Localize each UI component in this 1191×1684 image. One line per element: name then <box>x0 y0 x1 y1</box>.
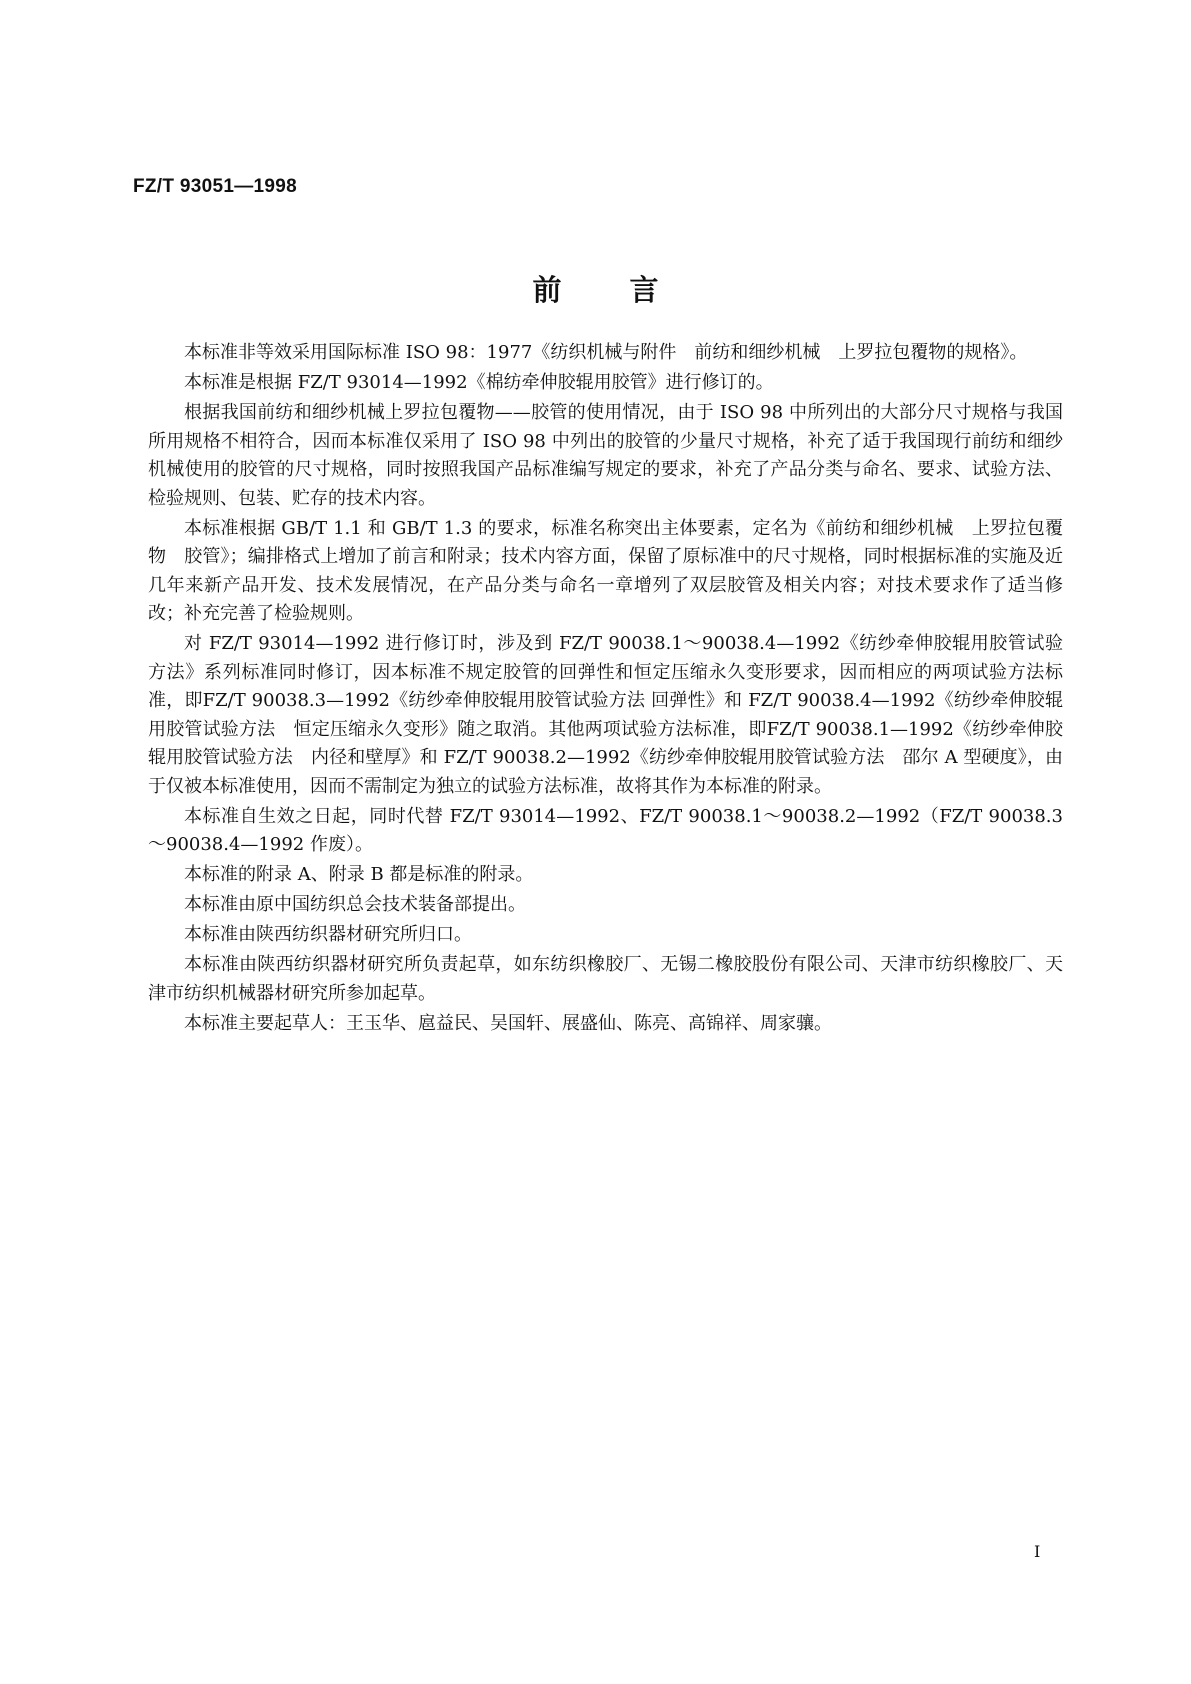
page-number: I <box>1034 1542 1041 1561</box>
paragraph-replacement: 本标准自生效之日起，同时代替 FZ/T 93014—1992、FZ/T 90038.1～90038.2—1992（FZ/T 90038.3～90038.4—1992 作废）。 <box>148 805 1063 855</box>
paragraph-appendices: 本标准的附录 A、附录 B 都是标准的附录。 <box>184 864 534 885</box>
paragraph-drafters: 本标准主要起草人：王玉华、扈益民、吴国轩、展盛仙、陈亮、高锦祥、周家骧。 <box>184 1012 832 1034</box>
paragraph-centralized-unit: 本标准由陕西纺织器材研究所归口。 <box>184 924 472 945</box>
paragraph-revision-basis: 本标准是根据 FZ/T 93014—1992《棉纺牵伸胶辊用胶管》进行修订的。 <box>184 372 774 393</box>
page-title: 前言 <box>532 273 727 307</box>
paragraph-adoption: 本标准非等效采用国际标准 ISO 98：1977《纺织机械与附件 前纺和细纱机械 上罗拉包覆物的规格》。 <box>184 342 1028 363</box>
paragraph-naming-format: 本标准根据 GB/T 1.1 和 GB/T 1.3 的要求，标准名称突出主体要素，定名为《前纺和细纱机械 上罗拉包覆物 胶管》；编排格式上增加了前言和附录；技术内容方面，保留了原标准中的尺寸规格，同时根据标准的实施及近几年来新产品开发、技术发展情况，在产品分类与命名一章增列了双层胶管及相关内容；对技术要求作了适当修改；补充完善了检验规则。 <box>148 517 1063 624</box>
paragraph-test-methods: 对 FZ/T 93014—1992 进行修订时，涉及到 FZ/T 90038.1～90038.4—1992《纺纱牵伸胶辊用胶管试验方法》系列标准同时修订，因本标准不规定胶管的回弹性和恒定压缩永久变形要求，因而相应的两项试验方法标准，即FZ/T 90038.3—1992《纺纱牵伸胶辊用胶管试验方法 回弹性》和 FZ/T 90038.4—1992《纺纱牵伸胶辊用胶管试验方法 恒定压缩永久变形》随之取消。其他两项试验方法标准，即FZ/T 90038.1—1992《纺纱牵伸胶辊用胶管试验方法 内径和壁厚》和 FZ/T 90038.2—1992《纺纱牵伸胶辊用胶管试验方法 邵尔 A 型硬度》，由于仅被本标准使用，因而不需制定为独立的试验方法标准，故将其作为本标准的附录。 <box>148 633 1063 797</box>
paragraph-usage-situation: 根据我国前纺和细纱机械上罗拉包覆物——胶管的使用情况，由于 ISO 98 中所列出的大部分尺寸规格与我国所用规格不相符合，因而本标准仅采用了 ISO 98 中列出的胶管的少量尺寸规格，补充了适于我国现行前纺和细纱机械使用的胶管的尺寸规格，同时按照我国产品标准编写规定的要求，补充了产品分类与命名、要求、试验方法、检验规则、包装、贮存的技术内容。 <box>148 402 1063 509</box>
paragraph-drafting-units: 本标准由陕西纺织器材研究所负责起草，如东纺织橡胶厂、无锡二橡胶股份有限公司、天津市纺织橡胶厂、天津市纺织机械器材研究所参加起草。 <box>148 954 1063 1004</box>
foreword-body <box>148 339 1063 1040</box>
paragraph-proposer: 本标准由原中国纺织总会技术装备部提出。 <box>184 894 526 915</box>
standard-code: FZ/T 93051—1998 <box>133 176 297 197</box>
